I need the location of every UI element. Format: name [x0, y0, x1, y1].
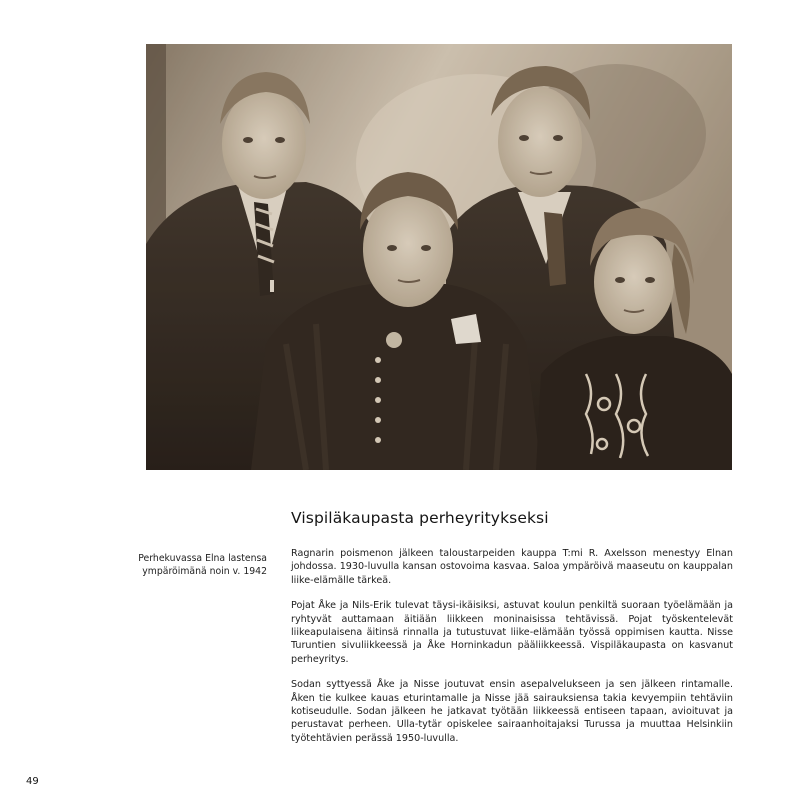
article-heading: Vispiläkaupasta perheyritykseksi	[291, 509, 549, 527]
photo-caption: Perhekuvassa Elna lastensa ympäröimänä noin v. 1942	[138, 553, 267, 577]
article-paragraph: Pojat Åke ja Nils-Erik tulevat täysi-ikäisiksi, astuvat koulun penkiltä suoraan työelämään ja ryhtyvät auttamaan äitiään liikkeen moninaisissa tehtävissä. Pojat työskentelevät liikeapulaisena äitinsä rinnalla ja tutustuvat liike-elämään työssä oppimisen kautta. Nisse Turuntien sivuliikkeessä ja Åke Horninkadun pääliikkeessä. Vispiläkaupasta on kasvanut perheyritys.	[291, 600, 733, 665]
article-paragraph: Ragnarin poismenon jälkeen taloustarpeiden kauppa T:mi R. Axelsson menestyy Elnan johdossa. 1930-luvulla kansan ostovoima kasvaa. Saloa ympäröivä maaseutu on kauppalan liike-elämälle tärkeä.	[291, 548, 733, 586]
page-number: 49	[26, 776, 39, 787]
article-paragraph: Sodan syttyessä Åke ja Nisse joutuvat ensin asepalvelukseen ja sen jälkeen rintamalle. Åken tie kulkee kauas eturintamalle ja Nisse jää sairauksiensa takia kevyempiin tehtäviin kotiseudulle. Sodan jälkeen he jatkavat työtään liikkeessä entiseen tapaan, avioituvat ja perustavat perheen. Ulla-tytär opiskelee sairaanhoitajaksi Turussa ja muuttaa Helsinkiin työtehtävien perässä 1950-luvulla.	[291, 679, 733, 744]
article-body	[291, 547, 733, 757]
family-portrait-photo	[146, 44, 732, 470]
